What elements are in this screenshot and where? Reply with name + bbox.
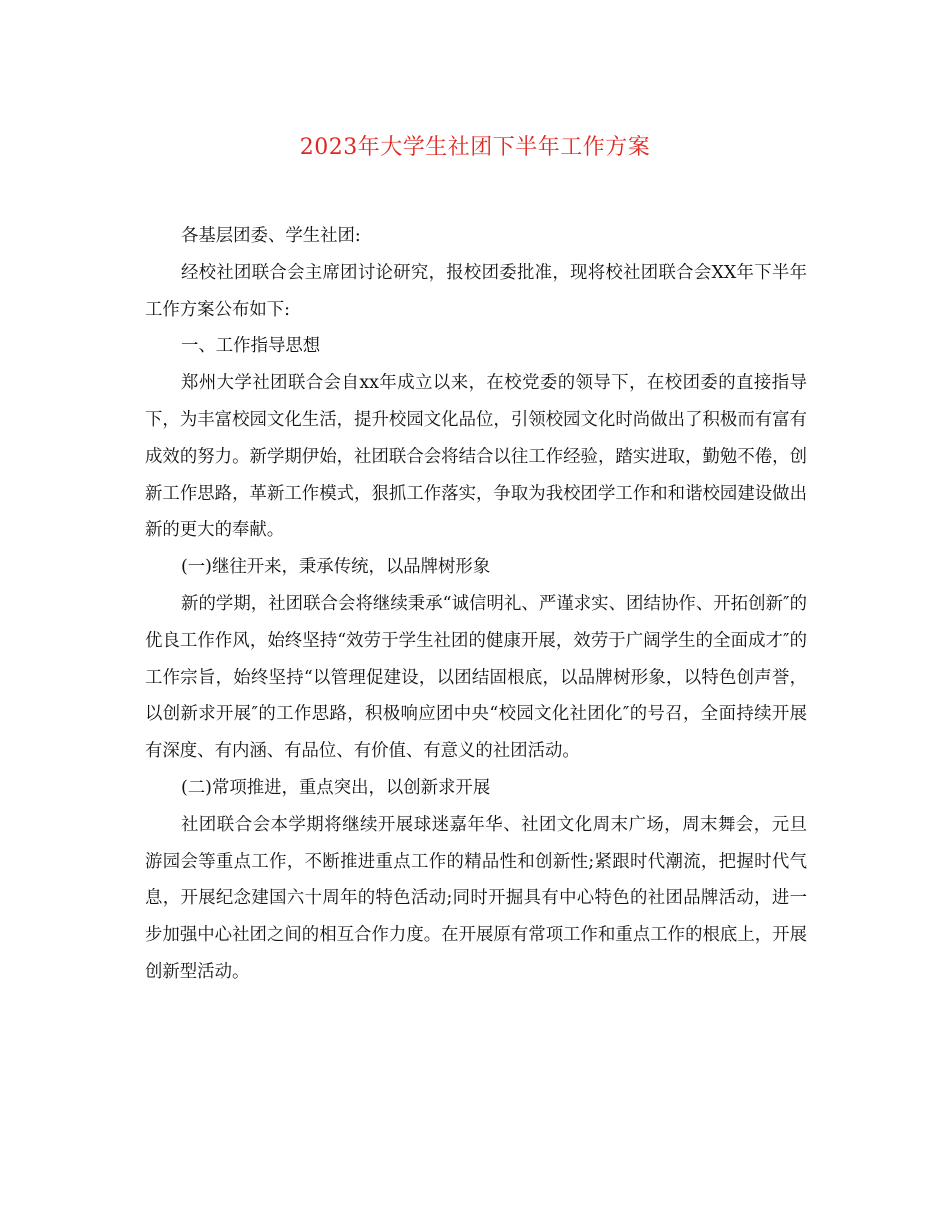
subsection-2-paragraph: 社团联合会本学期将继续开展球迷嘉年华、社团文化周末广场，周末舞会，元旦游园会等重点工作，不断推进重点工作的精品性和创新性;紧跟时代潮流，把握时代气息，开展纪念建国六十周年的特色活动;同时开掘具有中心特色的社团品牌活动，进一步加强中心社团之间的相互合作力度。在开展原有常项工作和重点工作的根底上，开展创新型活动。 [145,814,807,982]
salutation-paragraph: 各基层团委、学生社团: [181,226,361,246]
subsection-heading-1: (一)继往开来，秉承传统，以品牌树形象 [181,557,491,578]
document-title: 2023年大学生社团下半年工作方案 [299,135,651,160]
section-heading-guiding-ideology: 一、工作指导思想 [181,336,321,357]
intro-paragraph: 经校社团联合会主席团讨论研究，报校团委批准，现将校社团联合会XX年下半年工作方案公布如下: [145,262,807,320]
document-body [145,218,807,991]
subsection-1-paragraph: 新的学期，社团联合会将继续秉承“诚信明礼、严谨求实、团结协作、开拓创新″的优良工作作风，始终坚持“效劳于学生社团的健康开展，效劳于广阔学生的全面成才″的工作宗旨，始终坚持“以管理促建设，以团结固根底，以品牌树形象，以特色创声誉，以创新求开展″的工作思路，积极响应团中央“校园文化社团化″的号召，全面持续开展有深度、有内涵、有品位、有价值、有意义的社团活动。 [145,593,807,762]
guiding-ideology-paragraph: 郑州大学社团联合会自xx年成立以来，在校党委的领导下，在校团委的直接指导下，为丰富校园文化生活，提升校园文化品位，引领校园文化时尚做出了积极而有富有成效的努力。新学期伊始，社团联合会将结合以往工作经验，踏实进取，勤勉不倦，创新工作思路，革新工作模式，狠抓工作落实，争取为我校团学工作和和谐校园建设做出新的更大的奉献。 [145,373,807,541]
subsection-heading-2: (二)常项推进，重点突出，以创新求开展 [181,777,491,798]
